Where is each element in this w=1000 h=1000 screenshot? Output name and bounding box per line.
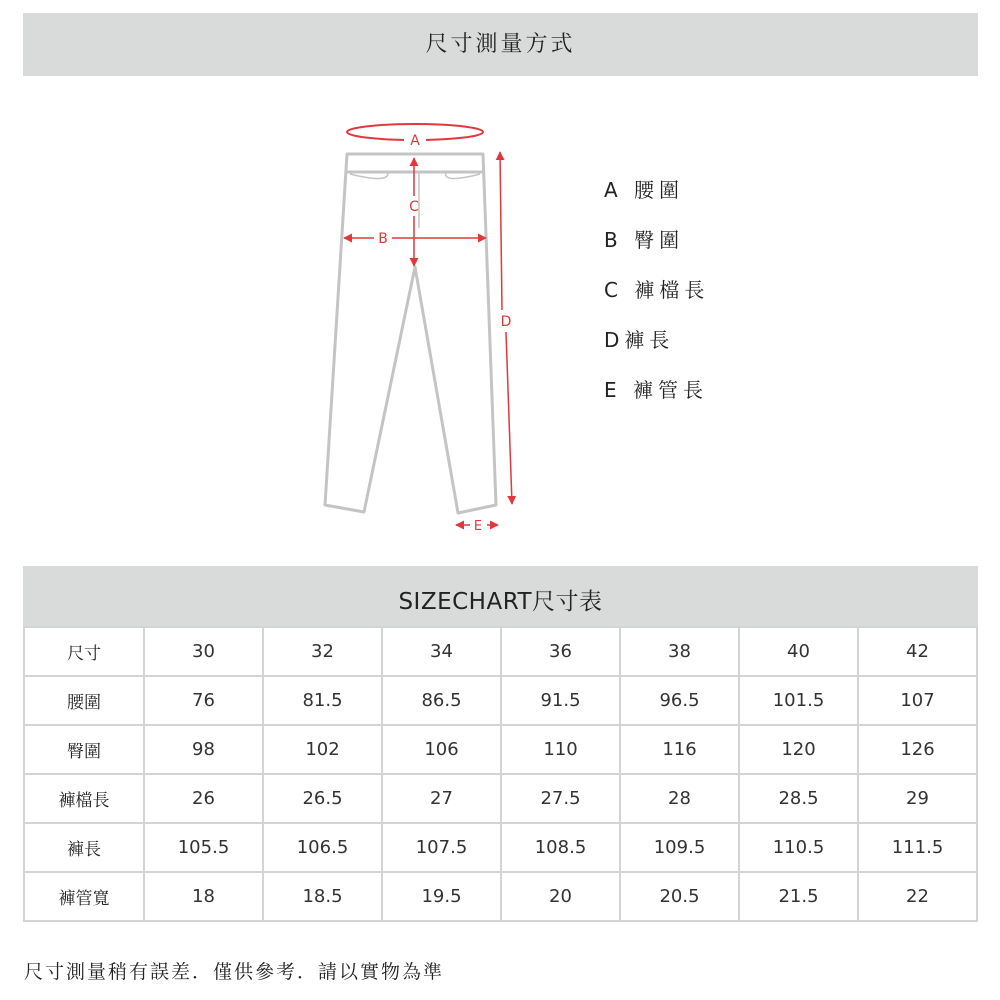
table-cell: 27.5: [501, 774, 620, 823]
table-cell: 18: [144, 872, 263, 921]
measure-b-hip: [344, 231, 486, 247]
table-cell: 86.5: [382, 676, 501, 725]
row-label: 尺寸: [24, 627, 144, 676]
table-cell: 101.5: [739, 676, 858, 725]
table-cell: 111.5: [858, 823, 977, 872]
table-cell: 26.5: [263, 774, 382, 823]
table-cell: 107.5: [382, 823, 501, 872]
table-row: [24, 872, 977, 921]
table-row: [24, 823, 977, 872]
table-cell: 26: [144, 774, 263, 823]
measurement-legend: [604, 174, 709, 424]
size-header-cell: 40: [739, 627, 858, 676]
measurement-method-title: 尺寸測量方式: [425, 32, 576, 57]
label-d: D: [500, 314, 512, 330]
size-header-cell: 42: [858, 627, 977, 676]
legend-item-e: E 褲管長: [604, 378, 708, 402]
table-cell: 91.5: [501, 676, 620, 725]
table-cell: 116: [620, 725, 739, 774]
row-label: 臀圍: [24, 725, 144, 774]
table-cell: 108.5: [501, 823, 620, 872]
table-cell: 29: [858, 774, 977, 823]
table-cell: 18.5: [263, 872, 382, 921]
legend-item-d: D褲長: [604, 328, 675, 352]
table-cell: 102: [263, 725, 382, 774]
table-cell: 98: [144, 725, 263, 774]
table-cell: 120: [739, 725, 858, 774]
size-chart-body: [24, 627, 977, 921]
size-chart-header: [23, 566, 978, 626]
table-cell: 110: [501, 725, 620, 774]
table-cell: 19.5: [382, 872, 501, 921]
size-chart-title: SIZECHART尺寸表: [398, 589, 603, 615]
size-header-cell: 30: [144, 627, 263, 676]
table-cell: 105.5: [144, 823, 263, 872]
label-e: E: [473, 519, 483, 534]
table-cell: 22: [858, 872, 977, 921]
table-cell: 28: [620, 774, 739, 823]
table-cell: 21.5: [739, 872, 858, 921]
table-cell: 20: [501, 872, 620, 921]
label-c: C: [409, 199, 419, 215]
label-b: B: [378, 231, 388, 247]
size-header-cell: 34: [382, 627, 501, 676]
row-label: 腰圍: [24, 676, 144, 725]
table-cell: 27: [382, 774, 501, 823]
size-chart-table: [23, 626, 978, 922]
table-cell: 76: [144, 676, 263, 725]
table-header-row: [24, 627, 977, 676]
row-label: 褲檔長: [24, 774, 144, 823]
table-cell: 28.5: [739, 774, 858, 823]
table-cell: 81.5: [263, 676, 382, 725]
size-header-cell: 32: [263, 627, 382, 676]
measure-a-waist: [347, 124, 483, 149]
table-row: [24, 676, 977, 725]
size-header-cell: 36: [501, 627, 620, 676]
label-a: A: [410, 133, 420, 149]
measure-d-length: [500, 152, 512, 504]
legend-item-b: B 臀圍: [604, 228, 685, 252]
measure-c-rise: [409, 158, 419, 266]
table-row: [24, 725, 977, 774]
table-cell: 106.5: [263, 823, 382, 872]
measure-e-leg-opening: [456, 519, 498, 534]
table-cell: 109.5: [620, 823, 739, 872]
table-cell: 126: [858, 725, 977, 774]
table-cell: 106: [382, 725, 501, 774]
size-header-cell: 38: [620, 627, 739, 676]
measurement-method-header: [23, 13, 978, 76]
row-label: 褲管寬: [24, 872, 144, 921]
table-cell: 96.5: [620, 676, 739, 725]
table-cell: 20.5: [620, 872, 739, 921]
pants-measurement-diagram: [300, 110, 540, 540]
table-cell: 107: [858, 676, 977, 725]
legend-item-c: C 褲檔長: [604, 278, 710, 302]
measurement-disclaimer: 尺寸測量稍有誤差．僅供參考．請以實物為準: [24, 961, 445, 983]
table-cell: 110.5: [739, 823, 858, 872]
row-label: 褲長: [24, 823, 144, 872]
table-row: [24, 774, 977, 823]
legend-item-a: A 腰圍: [604, 178, 685, 202]
